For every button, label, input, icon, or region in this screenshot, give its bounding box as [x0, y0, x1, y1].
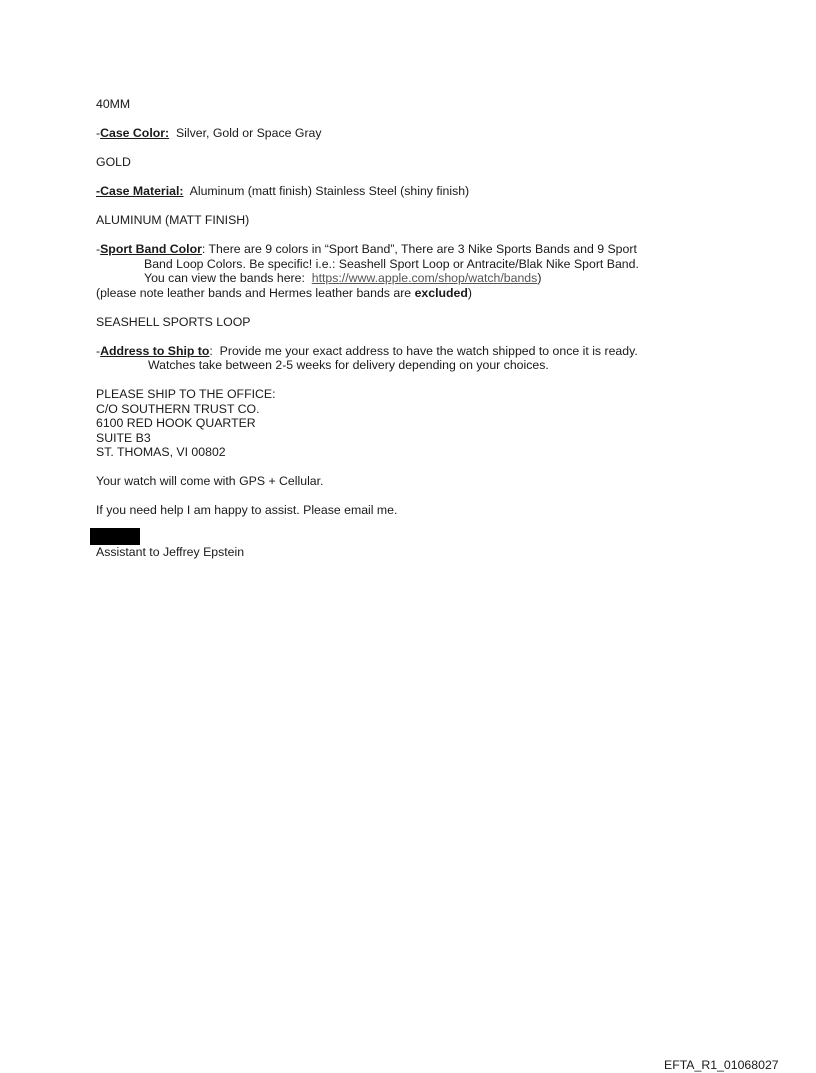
sport-band-line-1 — [96, 242, 736, 257]
case-color-options: Silver, Gold or Space Gray — [169, 126, 322, 140]
address-text: 6100 RED HOOK QUARTER — [96, 416, 256, 430]
address-text: SUITE B3 — [96, 430, 151, 445]
address-prefix: - — [96, 343, 101, 358]
address-text: C/O SOUTHERN TRUST CO. — [96, 401, 260, 416]
signature-block — [96, 528, 736, 560]
help-note: If you need help I am happy to assist. Please email me. — [96, 503, 398, 517]
sport-band-note-bold: excluded — [414, 285, 468, 300]
sport-band-line-3 — [96, 271, 736, 286]
address-label: Address to Ship to — [100, 343, 210, 358]
case-color-line — [96, 126, 736, 141]
case-color-answer: GOLD — [96, 155, 131, 169]
watch-size: 40MM — [96, 97, 131, 111]
address-text-1: : Provide me your exact address to have the watch shipped to once it is ready. — [209, 343, 638, 358]
redaction-box — [90, 528, 140, 545]
gps-note: Your watch will come with GPS + Cellular. — [96, 474, 324, 488]
case-material-label: -Case Material: — [96, 184, 184, 198]
sport-band-line-2: Band Loop Colors. Be specific! i.e.: Seashell Sport Loop or Antracite/Blak Nike Sport Band. — [144, 256, 639, 271]
case-material-options: Aluminum (matt finish) Stainless Steel (shiny finish) — [183, 184, 470, 198]
signature-title: Assistant to Jeffrey Epstein — [96, 544, 245, 559]
address-text: PLEASE SHIP TO THE OFFICE: — [96, 387, 276, 401]
sport-band-text-1: : There are 9 colors in “Sport Band”, There are 3 Nike Sports Bands and 9 Sport — [201, 242, 637, 256]
case-material-line — [96, 184, 736, 199]
address-line-2: Watches take between 2-5 weeks for delivery depending on your choices. — [148, 358, 549, 372]
document-body — [96, 97, 736, 559]
sport-band-prefix: - — [96, 242, 101, 256]
sport-band-answer: SEASHELL SPORTS LOOP — [96, 314, 251, 329]
document-id: EFTA_R1_01068027 — [664, 1058, 779, 1072]
address-line-1 — [96, 344, 736, 359]
address-text: ST. THOMAS, VI 00802 — [96, 445, 226, 459]
sport-band-close-paren: ) — [537, 271, 542, 285]
sport-band-note — [96, 286, 736, 301]
case-color-label: Case Color: — [100, 126, 170, 140]
sport-band-label: Sport Band Color — [100, 242, 202, 256]
case-material-answer: ALUMINUM (MATT FINISH) — [96, 213, 250, 227]
ship-to-address — [96, 387, 736, 460]
sport-band-note-text: (please note leather bands and Hermes leather bands are — [96, 285, 415, 300]
sport-band-note-close: ) — [467, 285, 472, 300]
case-color-prefix: - — [96, 126, 101, 140]
sport-band-view-text: You can view the bands here: — [144, 271, 312, 285]
bands-link[interactable]: https://www.apple.com/shop/watch/bands — [311, 271, 538, 285]
